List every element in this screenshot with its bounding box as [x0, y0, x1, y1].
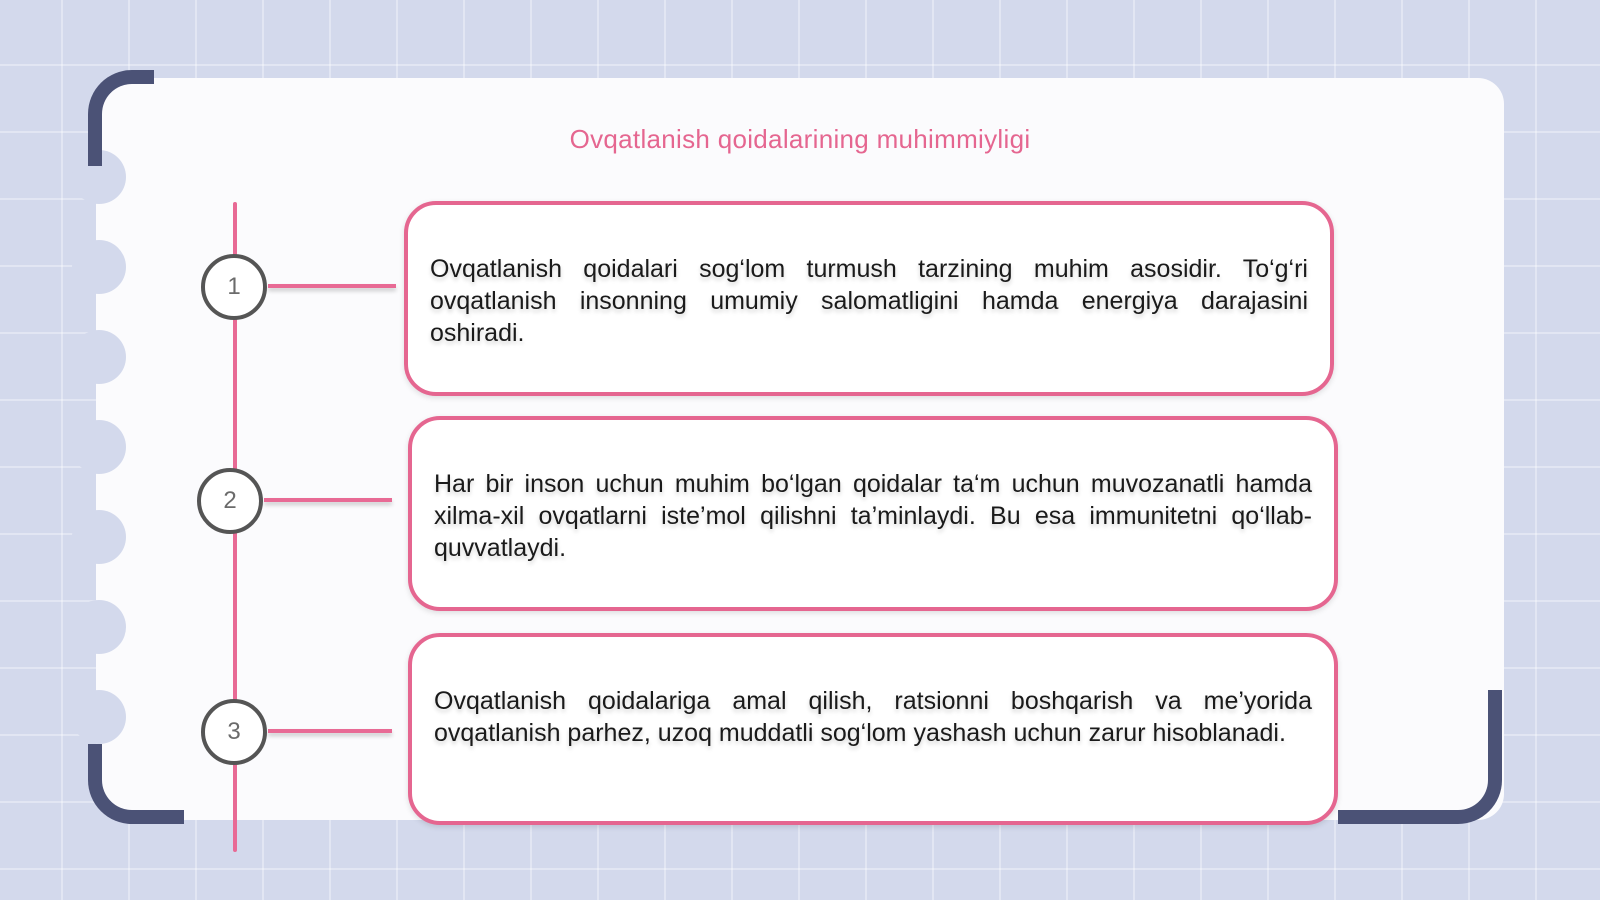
info-card-text: Har bir inson uchun muhim bo‘lgan qoidalar ta‘m uchun muvozanatli hamda xilma-xil ovqatlarni iste’mol qilishni ta’minlaydi. Bu esa immunitetni qo‘llab-quvvatlaydi. — [434, 470, 1312, 562]
paper-scallop — [72, 330, 126, 384]
paper-scallop — [72, 690, 126, 744]
info-card-text: Ovqatlanish qoidalari sog‘lom turmush tarzining muhim asosidir. To‘g‘ri ovqatlanish insonning umumiy salomatligini hamda energiya darajasini oshiradi. — [430, 255, 1308, 347]
paper-scallop — [72, 420, 126, 474]
info-card — [408, 633, 1338, 825]
info-card — [404, 201, 1334, 396]
slide-title: Ovqatlanish qoidalarining muhimmiyligi — [569, 124, 1031, 154]
frame-corner-bottom-right — [1338, 690, 1502, 824]
info-card — [408, 416, 1338, 611]
step-number: 3 — [227, 718, 241, 745]
timeline-connector — [268, 284, 396, 288]
step-number-circle — [201, 699, 267, 765]
paper-scallop — [72, 240, 126, 294]
step-number-circle — [201, 254, 267, 320]
step-number: 2 — [223, 487, 237, 514]
frame-corner-bottom-left — [88, 744, 184, 824]
paper-scallop — [72, 510, 126, 564]
timeline-connector — [268, 729, 392, 733]
step-number: 1 — [227, 273, 241, 300]
timeline-connector — [264, 498, 392, 502]
paper-scallop — [72, 600, 126, 654]
step-number-circle — [197, 468, 263, 534]
info-card-text: Ovqatlanish qoidalariga amal qilish, ratsionni boshqarish va me’yorida ovqatlanish parhez, uzoq muddatli sog‘lom yashash uchun zarur hisoblanadi. — [434, 687, 1312, 747]
